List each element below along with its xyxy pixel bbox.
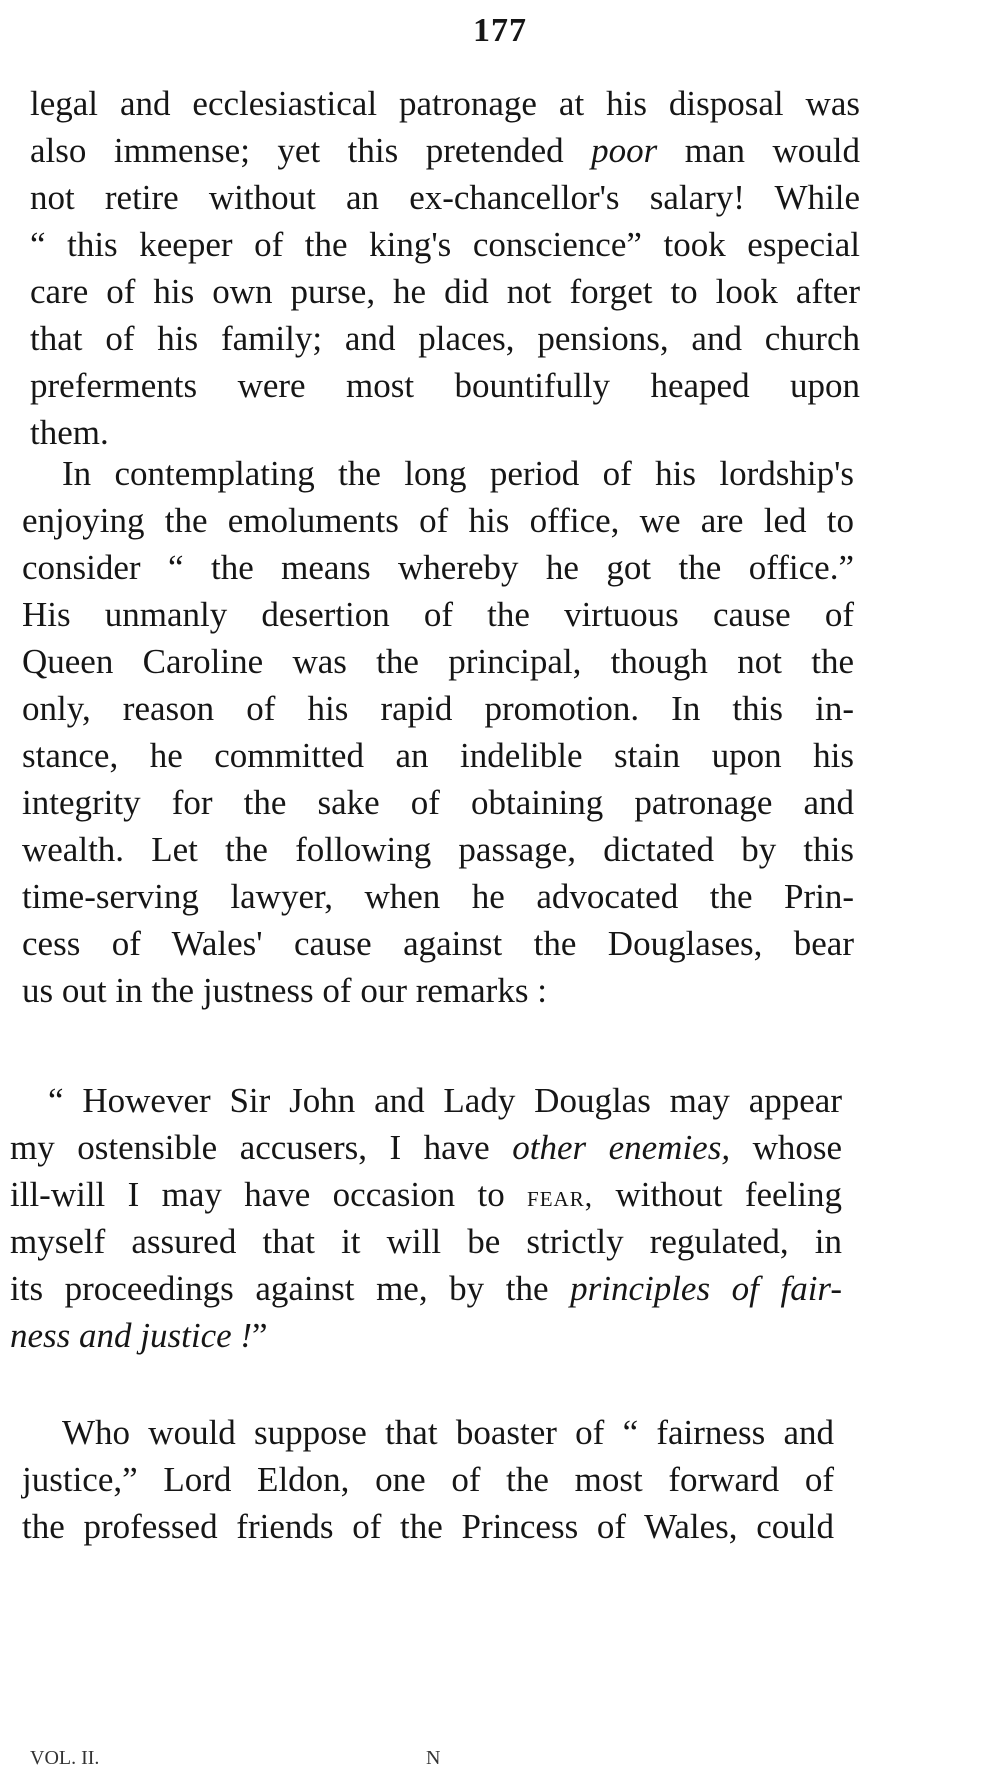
text-line: integrity for the sake of obtaining patronage and <box>22 783 854 822</box>
signature-line <box>30 1750 930 1769</box>
text-line: that of his family; and places, pensions, and church <box>30 319 860 358</box>
signature-mark: N <box>426 1750 441 1769</box>
text-line: not retire without an ex-chancellor's salary! While <box>30 178 860 217</box>
page-number: 177 <box>473 12 527 49</box>
quote-line: myself assured that it will be strictly regulated, in <box>10 1222 842 1261</box>
text-line: In contemplating the long period of his lordship's <box>62 454 854 493</box>
text-line: cess of Wales' cause against the Douglases, bear <box>22 924 854 963</box>
text-line: legal and ecclesiastical patronage at his disposal was <box>30 84 860 123</box>
emphasis: other enemies, <box>512 1128 731 1167</box>
emphasis: poor <box>591 131 658 170</box>
emphasis: ness and justice ! <box>10 1316 253 1355</box>
quote-line: ill-will I may have occasion to fear, without feeling <box>10 1175 842 1214</box>
text-line: only, reason of his rapid promotion. In this in- <box>22 689 854 728</box>
text-line: justice,” Lord Eldon, one of the most forward of <box>22 1460 834 1499</box>
paragraph-1 <box>30 80 860 456</box>
paragraph-3 <box>22 1409 834 1550</box>
text-line: care of his own purse, he did not forget to look after <box>30 272 860 311</box>
text-line: preferments were most bountifully heaped upon <box>30 366 860 405</box>
text-line: also immense; yet this pretended poor man would <box>30 131 860 170</box>
quote-line: my ostensible accusers, I have other enemies, whose <box>10 1128 843 1167</box>
text-line: them. <box>30 413 109 452</box>
text-line: consider “ the means whereby he got the office.” <box>22 548 854 587</box>
quote-line: ness and justice !” <box>10 1316 268 1355</box>
text-line: His unmanly desertion of the virtuous cause of <box>22 595 854 634</box>
quote-line: “ However Sir John and Lady Douglas may appear <box>48 1081 842 1120</box>
block-quote <box>10 1077 842 1359</box>
volume-mark: VOL. II. <box>30 1750 100 1769</box>
emphasis: principles of fair- <box>570 1269 842 1308</box>
text-line: Queen Caroline was the principal, though not the <box>22 642 854 681</box>
text-line: “ this keeper of the king's conscience” took especial <box>30 225 860 264</box>
text-line: wealth. Let the following passage, dictated by this <box>22 830 854 869</box>
text-line: stance, he committed an indelible stain upon his <box>22 736 854 775</box>
text-line: us out in the justness of our remarks : <box>22 971 547 1010</box>
quote-line: its proceedings against me, by the principles of fair- <box>10 1269 842 1308</box>
text-line: the professed friends of the Princess of Wales, could <box>22 1507 834 1546</box>
text-line: Who would suppose that boaster of “ fairness and <box>62 1413 834 1452</box>
text-line: time-serving lawyer, when he advocated the Prin- <box>22 877 854 916</box>
paragraph-2 <box>22 450 854 1014</box>
small-caps: fear, <box>527 1180 594 1213</box>
text-line: enjoying the emoluments of his office, we are led to <box>22 501 854 540</box>
